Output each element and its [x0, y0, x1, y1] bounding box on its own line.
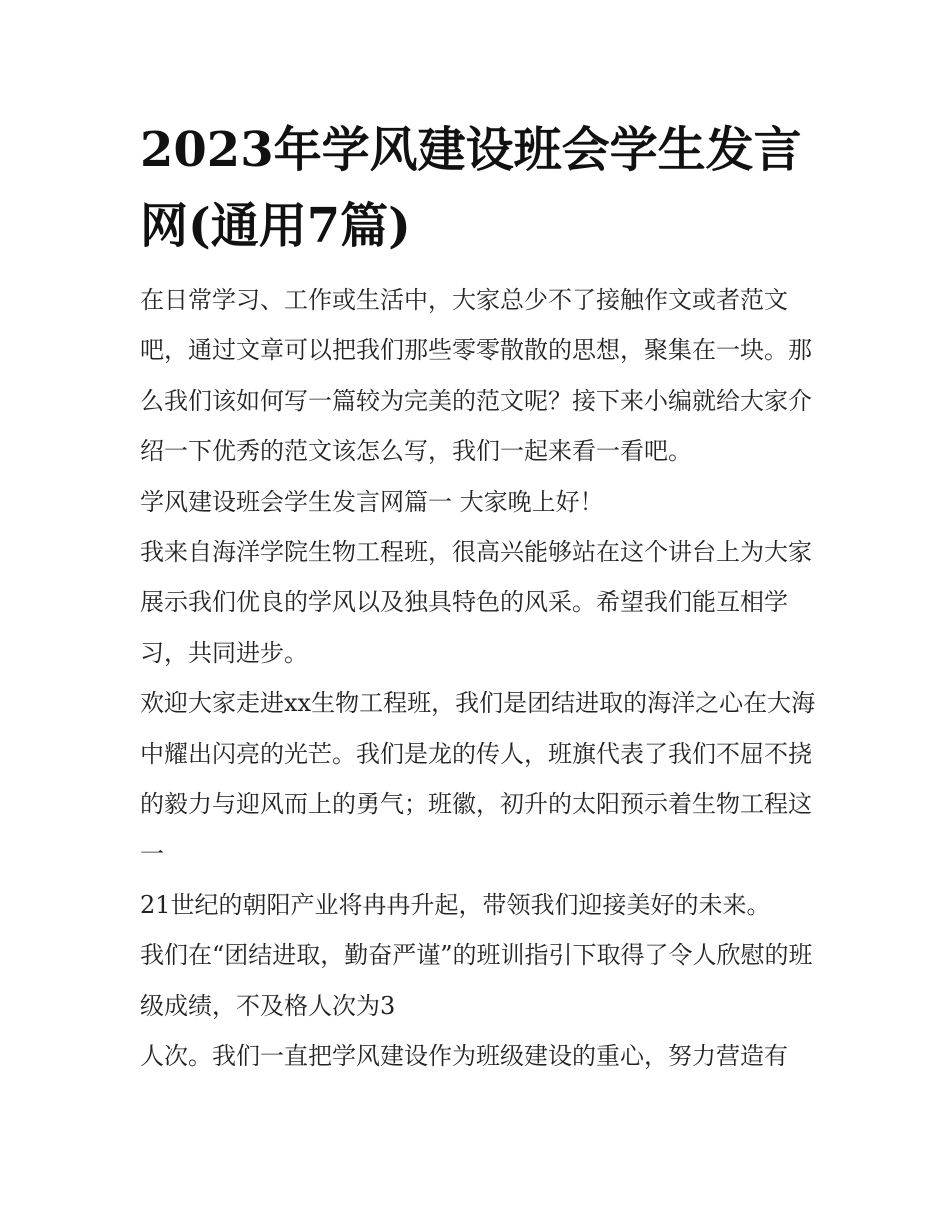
paragraph-section-heading: 学风建设班会学生发言网篇一 大家晚上好！: [140, 487, 604, 516]
paragraph-sunrise-industry: 21世纪的朝阳产业将冉冉升起，带领我们迎接美好的未来。: [140, 890, 771, 919]
paragraph-study-style: 人次。我们一直把学风建设作为班级建设的重心，努力营造有: [140, 1042, 788, 1071]
paragraph-class-motto: 我们在“团结进取，勤奋严谨”的班训指引下取得了令人欣慰的班级成绩，不及格人次为3: [140, 941, 813, 1020]
document-body: [140, 275, 820, 1082]
paragraph-class-welcome: 欢迎大家走进xx生物工程班，我们是团结进取的海洋之心在大海中耀出闪亮的光芒。我们是龙的传人，班旗代表了我们不屈不挠的毅力与迎风而上的勇气；班徽，初升的太阳预示着生物工程这一: [140, 689, 816, 869]
paragraph-intro: 在日常学习、工作或生活中，大家总少不了接触作文或者范文吧，通过文章可以把我们那些零零散散的思想，聚集在一块。那么我们该如何写一篇较为完美的范文呢？接下来小编就给大家介绍一下优秀的范文该怎么写，我们一起来看一看吧。: [140, 286, 812, 466]
paragraph-introduction-self: 我来自海洋学院生物工程班，很高兴能够站在这个讲台上为大家展示我们优良的学风以及独具特色的风采。希望我们能互相学习，共同进步。: [140, 538, 812, 667]
document-title: 2023年学风建设班会学生发言网(通用7篇): [140, 122, 802, 254]
